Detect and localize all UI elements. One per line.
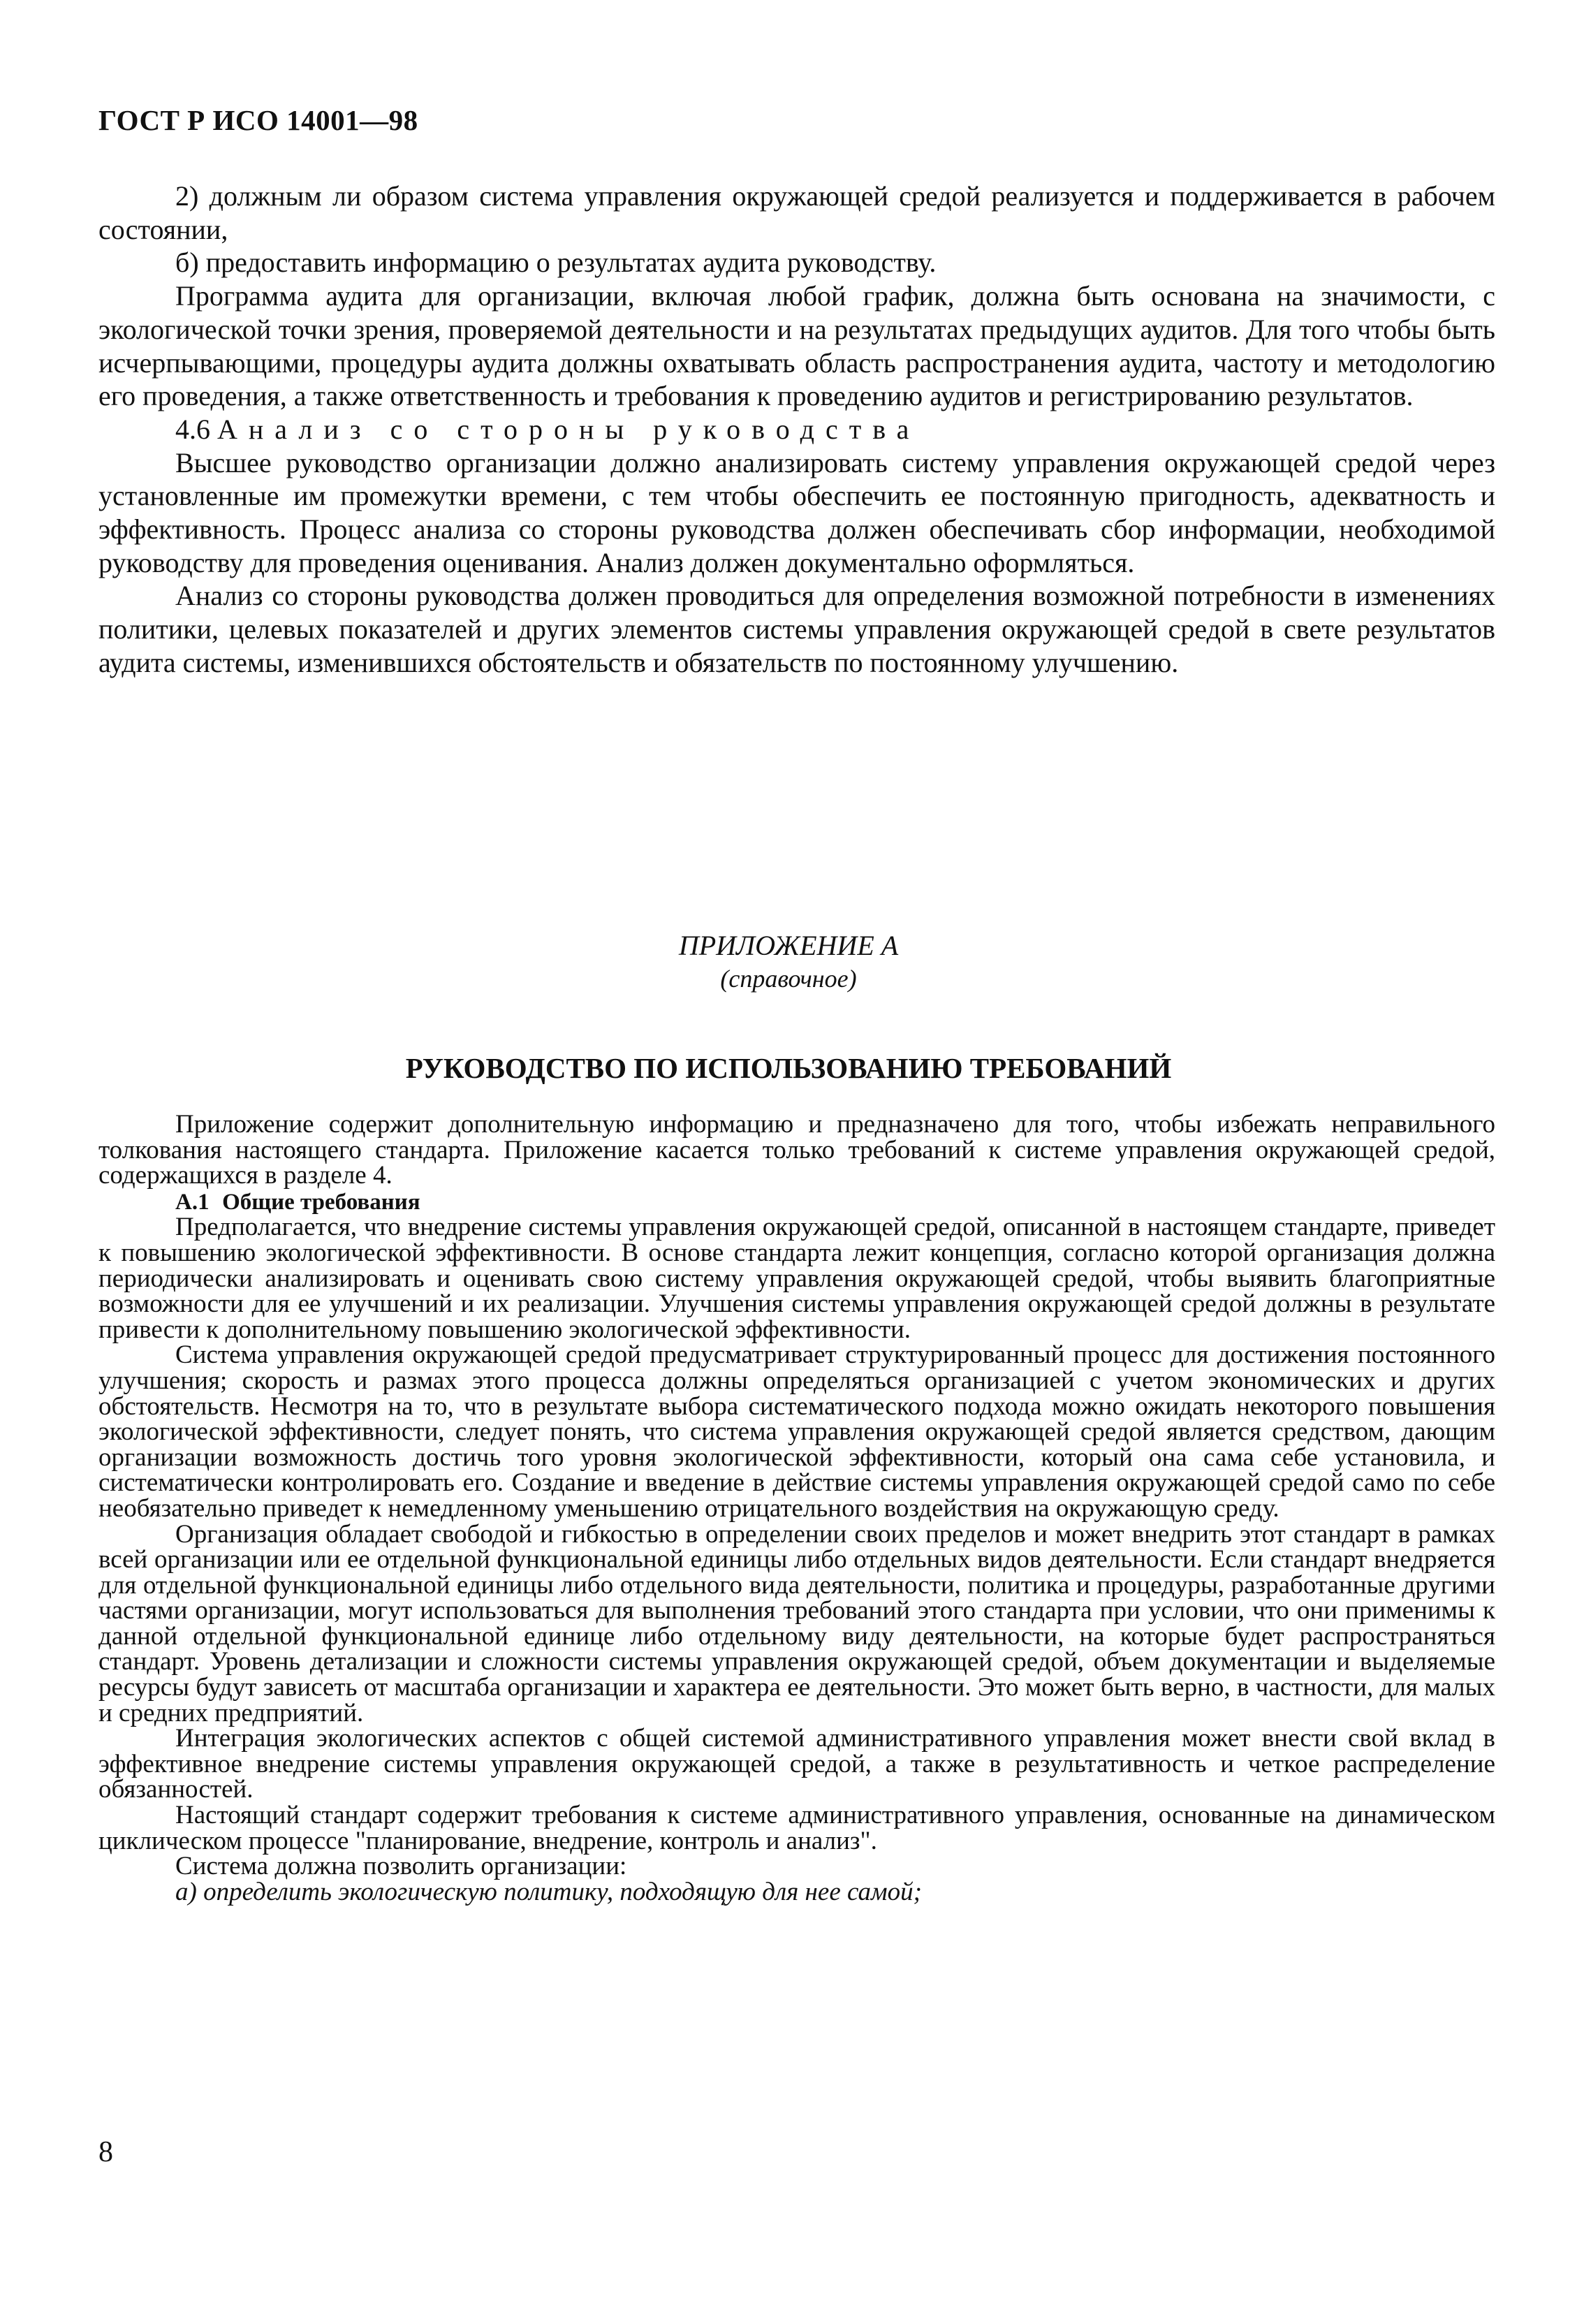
appendix-heading: РУКОВОДСТВО ПО ИСПОЛЬЗОВАНИЮ ТРЕБОВАНИЙ: [405, 1052, 1172, 1084]
section-number: 4.6: [175, 413, 210, 445]
appendix-subtitle: (справочное): [720, 965, 857, 993]
subsection-heading-a1: [98, 1189, 1495, 1215]
section-title: Анализ со стороны руководства: [217, 413, 920, 445]
paragraph: Приложение содержит дополнительную информацию и предназначено для того, чтобы избежать неправильного толкования настоящего стандарта. Приложение касается только требований к системе управления окружающей средой, содержащихся в разделе 4.: [98, 1110, 1495, 1190]
paragraph: Система должна позволить организации:: [175, 1852, 627, 1881]
paragraph: Анализ со стороны руководства должен проводиться для определения возможной потребности в изменениях политики, целевых показателей и других элементов системы управления окружающей средой в свете результатов аудита системы, изменившихся обстоятельств и обязательств по постоянному улучшению.: [98, 580, 1495, 678]
paragraph: Система управления окружающей средой предусматривает структурированный процесс для достижения постоянного улучшения; скорость и размах этого процесса должны определяться организацией с учетом экономических и других обстоятельств. Несмотря на то, что в результате выбора систематического подхода можно ожидать некоторого повышения экологической эффективности, следует понять, что система управления окружающей средой является средством, дающим организации возможность достичь того уровня экологической эффективности, который она сама себе установила, и систематически контролировать его. Создание и введение в действие системы управления окружающей средой само по себе необязательно приведет к немедленному уменьшению отрицательного воздействия на окружающую среду.: [98, 1340, 1495, 1523]
top-text-block: [98, 180, 1495, 680]
paragraph: 2) должным ли образом система управления окружающей средой реализуется и поддерживается в рабочем состоянии,: [98, 180, 1495, 245]
paragraph: б) предоставить информацию о результатах аудита руководству.: [175, 247, 937, 279]
paragraph: Интеграция экологических аспектов с общей системой административного управления может внести свой вклад в эффективное внедрение системы управления окружающей средой, а также в результативность и четкое распределение обязанностей.: [98, 1724, 1495, 1804]
appendix-title: ПРИЛОЖЕНИЕ А: [678, 930, 899, 961]
appendix-text-block: [98, 1112, 1495, 1905]
subsection-title: Общие требования: [222, 1189, 420, 1215]
section-heading-4-6: [98, 413, 1495, 446]
subsection-number: А.1: [175, 1189, 210, 1215]
paragraph: Организация обладает свободой и гибкостью в определении своих пределов и может внедрить этот стандарт в рамках всей организации или ее отдельной функциональной единицы либо отдельных видов деятельности. Если стандарт внедряется для отдельной функциональной единицы либо отдельного вида деятельности, политика и процедуры, разработанные другими частями организации, могут использоваться для выполнения требований этого стандарта при условии, что они применимы к данной отдельной функциональной единице либо отдельному виду деятельности, на которые будет распространяться стандарт. Уровень детализации и сложности системы управления окружающей средой, объем документации и выделяемые ресурсы будут зависеть от масштаба организации и характера ее деятельности. Это может быть верно, в частности, для малых и средних предприятий.: [98, 1519, 1495, 1727]
paragraph: Предполагается, что внедрение системы управления окружающей средой, описанной в настоящем стандарте, приведет к повышению экологической эффективности. В основе стандарта лежит концепция, согласно которой организация должна периодически анализировать и оценивать свою систему управления окружающей средой, чтобы выявить благоприятные возможности для ее улучшений и их реализации. Улучшения системы управления окружающей средой должны в результате привести к дополнительному повышению экологической эффективности.: [98, 1213, 1495, 1344]
paragraph: Высшее руководство организации должно анализировать систему управления окружающей средой через установленные им промежутки времени, с тем чтобы обеспечить ее постоянную пригодность, адекватность и эффективность. Процесс анализа со стороны руководства должен обеспечивать сбор информации, необходимой руководству для проведения оценивания. Анализ должен документально оформляться.: [98, 446, 1495, 578]
paragraph: Программа аудита для организации, включая любой график, должна быть основана на значимости, с экологической точки зрения, проверяемой деятельности и на результатах предыдущих аудитов. Для того чтобы быть исчерпывающими, процедуры аудита должны охватывать область распространения аудита, частоту и методологию его проведения, а также ответственность и требования к проведению аудитов и регистрированию результатов.: [98, 280, 1495, 412]
list-item-text: а) определить экологическую политику, подходящую для нее самой;: [175, 1877, 922, 1906]
page-number: 8: [98, 2136, 113, 2168]
list-item: [98, 1877, 1495, 1906]
paragraph: Настоящий стандарт содержит требования к системе административного управления, основанные на динамическом циклическом процессе "планирование, внедрение, контроль и анализ".: [98, 1801, 1495, 1855]
document-header: ГОСТ Р ИСО 14001—98: [98, 104, 418, 136]
